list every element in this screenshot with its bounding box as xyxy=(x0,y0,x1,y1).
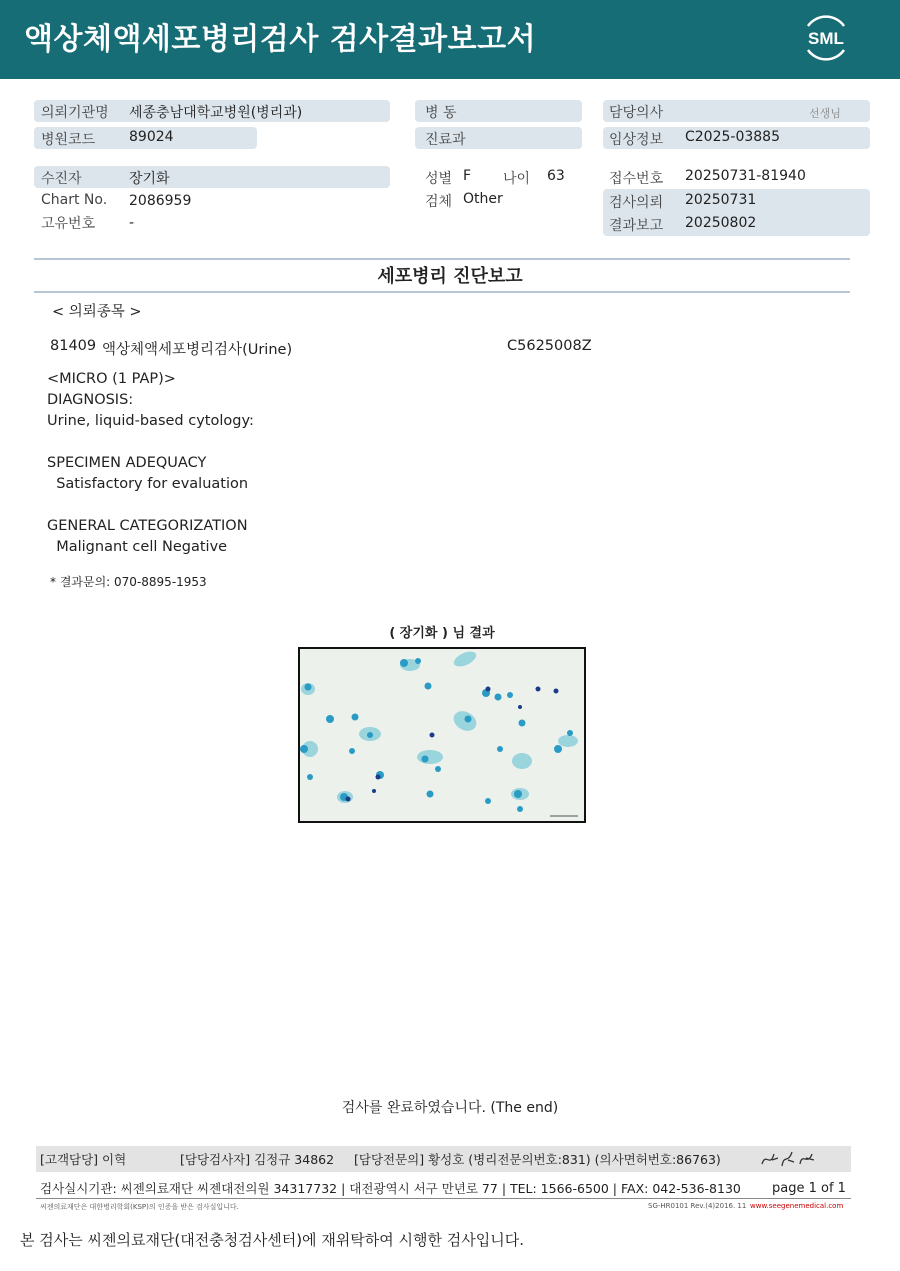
footer-specialist: [담당전문의] 황성호 (병리전문의번호:831) (의사면허번호:86763) xyxy=(354,1152,721,1167)
chart-no-value: 2086959 xyxy=(129,193,192,209)
unique-no-value: - xyxy=(129,215,135,231)
report-line: DIAGNOSIS: xyxy=(47,392,134,408)
dept-label: 진료과 xyxy=(425,132,466,148)
ksp-note: 씨젠의료재단은 대한병리학회(KSP)의 인증을 받은 검사실입니다. xyxy=(40,1203,239,1211)
patient-value: 장기화 xyxy=(129,171,170,187)
logo-text: SML xyxy=(808,29,844,48)
report-date-label: 결과보고 xyxy=(609,218,664,234)
institution-label: 의뢰기관명 xyxy=(41,105,109,121)
sex-label: 성별 xyxy=(425,171,453,187)
request-date-value: 20250731 xyxy=(685,192,757,208)
footer-tester: [담당검사자] 김정규 34862 xyxy=(180,1152,335,1167)
item-name: 액상체액세포병리검사(Urine) xyxy=(102,342,293,358)
report-title-bar: 액상체액세포병리검사 검사결과보고서 xyxy=(24,22,537,57)
specimen-label: 검체 xyxy=(425,194,453,210)
contact-note: * 결과문의: 070-8895-1953 xyxy=(50,575,207,589)
item-code: 81409 xyxy=(50,338,97,354)
age-label: 나이 xyxy=(503,171,531,187)
report-line: SPECIMEN ADEQUACY xyxy=(47,455,207,471)
clinical-label: 임상정보 xyxy=(609,132,664,148)
clinical-value: C2025-03885 xyxy=(685,129,780,145)
end-statement: 검사를 완료하였습니다. (The end) xyxy=(341,1100,559,1116)
institution-value: 세종충남대학교병원(병리과) xyxy=(129,105,303,121)
ward-label: 병 동 xyxy=(425,105,457,121)
title-divider-top xyxy=(34,258,850,260)
chart-no-label: Chart No. xyxy=(41,192,108,208)
footer-customer: [고객담당] 이혁 xyxy=(40,1152,127,1167)
micrograph-image xyxy=(300,649,584,821)
report-line: Satisfactory for evaluation xyxy=(47,476,249,492)
footer-divider xyxy=(36,1198,851,1199)
website-link[interactable]: www.seegenemedical.com xyxy=(750,1202,844,1210)
sml-logo-icon xyxy=(798,12,854,64)
request-items-heading: < 의뢰종목 > xyxy=(52,304,142,320)
report-line: Urine, liquid-based cytology: xyxy=(47,413,254,429)
doctor-label: 담당의사 xyxy=(609,105,664,121)
hospital-code-label: 병원코드 xyxy=(41,132,96,148)
specimen-value: Other xyxy=(463,191,503,207)
signature-icon xyxy=(758,1146,820,1172)
cytology-micrograph xyxy=(298,647,586,823)
patient-pill xyxy=(34,166,390,188)
request-date-label: 검사의뢰 xyxy=(609,195,664,211)
title-divider-bottom xyxy=(34,291,850,293)
sex-value: F xyxy=(463,168,472,184)
receipt-value: 20250731-81940 xyxy=(685,168,806,184)
form-code: SG-HR0101 Rev.(4)2016. 11 xyxy=(648,1202,747,1210)
image-caption: ( 장기화 ) 님 결과 xyxy=(389,626,495,641)
report-date-value: 20250802 xyxy=(685,215,757,231)
hospital-code-value: 89024 xyxy=(129,129,174,145)
footer-institution-line: 검사실시기관: 씨젠의료재단 씨젠대전의원 34317732 | 대전광역시 서구 만년로 77 | TEL: 1566-6500 | FAX: 042-536-8130 xyxy=(40,1181,741,1196)
item-id: C5625008Z xyxy=(507,338,592,354)
unique-no-label: 고유번호 xyxy=(41,216,96,232)
report-line: GENERAL CATEGORIZATION xyxy=(47,518,248,534)
report-header xyxy=(0,0,900,79)
report-line: <MICRO (1 PAP)> xyxy=(47,371,176,387)
doctor-suffix: 선생님 xyxy=(809,107,841,120)
receipt-label: 접수번호 xyxy=(609,171,664,187)
patient-label: 수진자 xyxy=(41,171,82,187)
report-section-title: 세포병리 진단보고 xyxy=(377,266,523,287)
report-line: Malignant cell Negative xyxy=(47,539,228,555)
outsourcing-note: 본 검사는 씨젠의료재단(대전충청검사센터)에 재위탁하여 시행한 검사입니다. xyxy=(20,1231,524,1249)
page-number: page 1 of 1 xyxy=(772,1181,846,1196)
age-value: 63 xyxy=(547,168,565,184)
